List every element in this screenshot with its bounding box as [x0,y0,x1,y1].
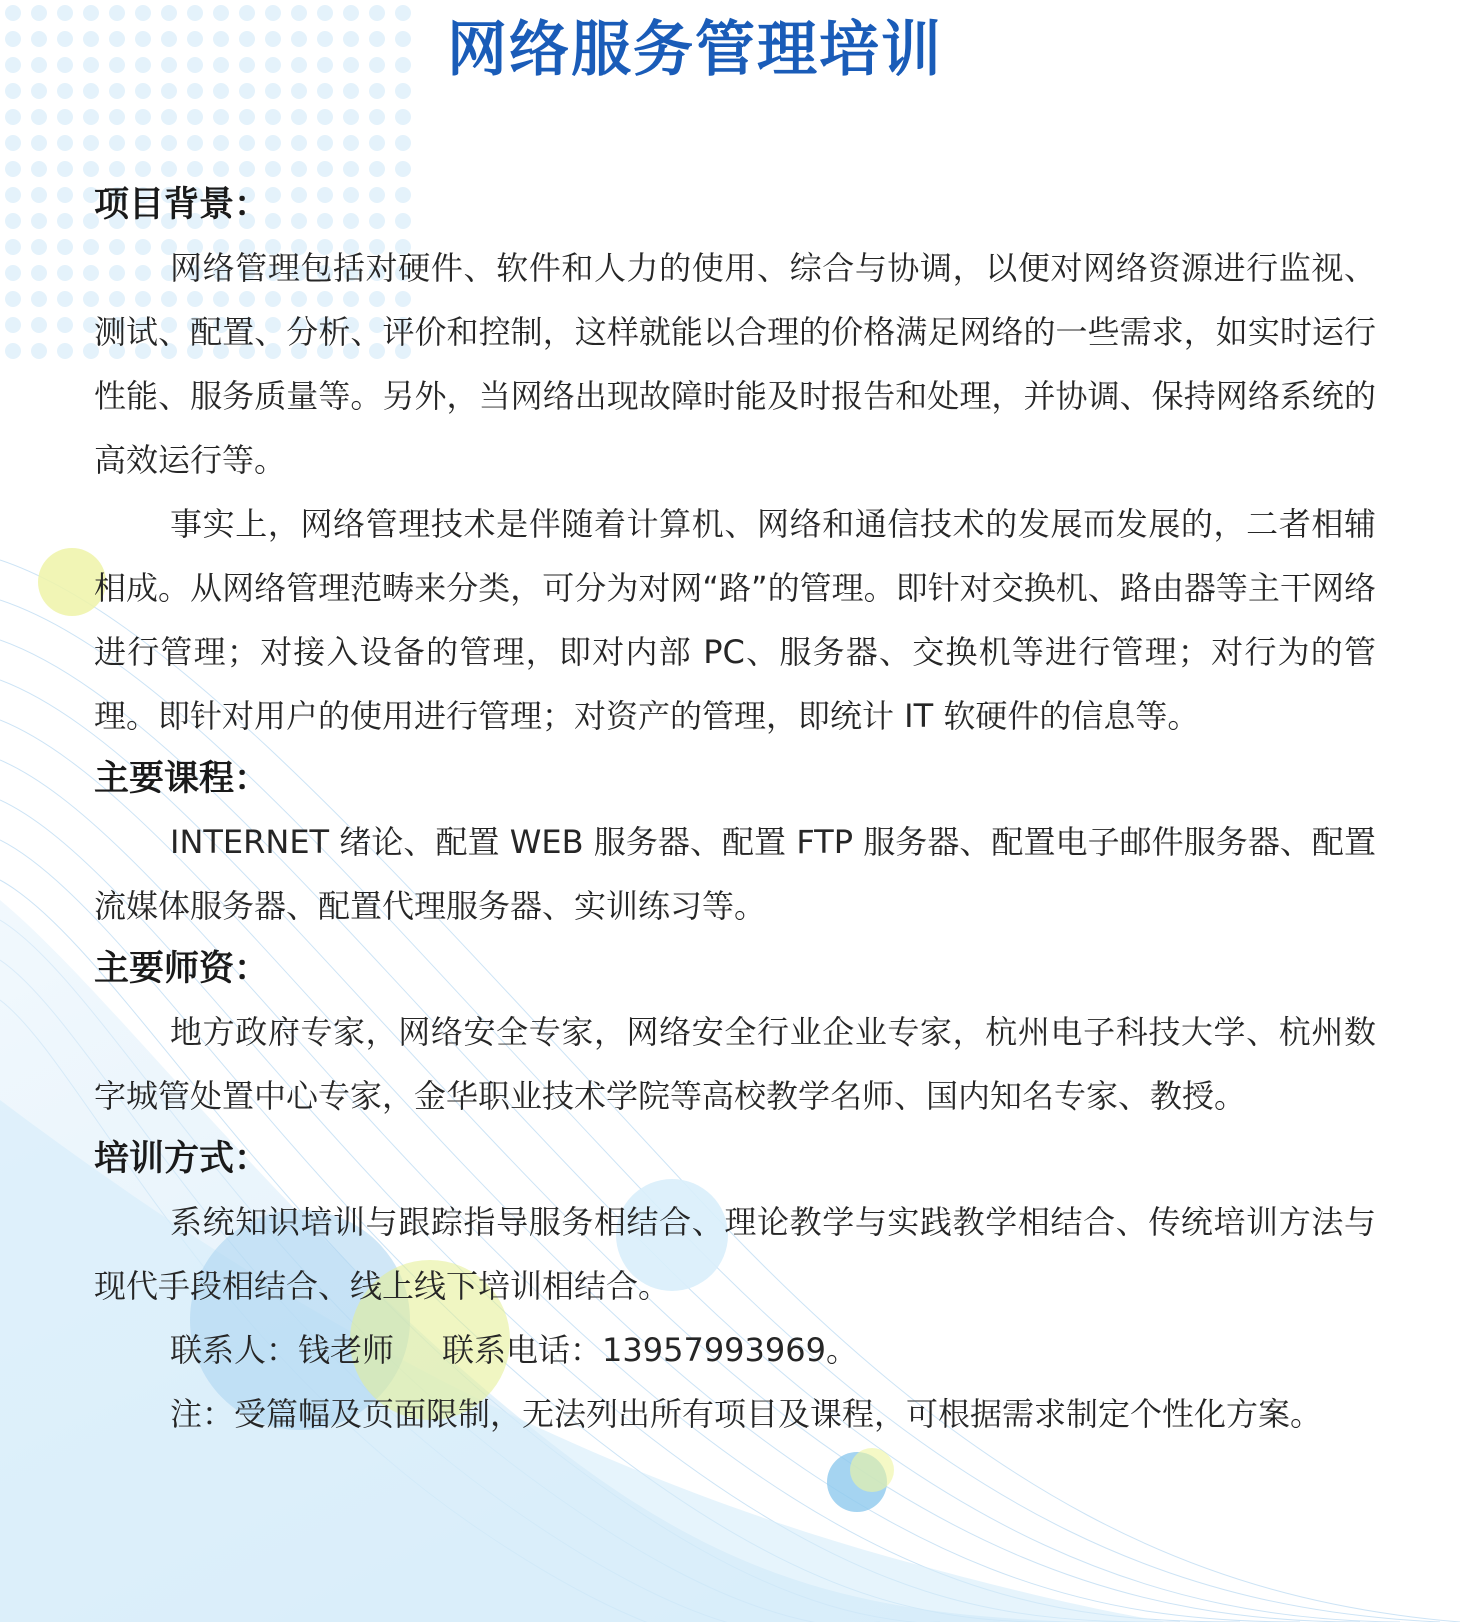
contact-line [94,1318,1376,1382]
section-heading: 培训方式： [94,1139,270,1179]
small-yellow-circle [850,1448,894,1492]
contact-phone: 联系电话：13957993969。 [442,1331,858,1369]
section-heading: 主要课程： [94,759,270,799]
document-content [94,0,1376,1446]
paragraph: 事实上，网络管理技术是伴随着计算机、网络和通信技术的发展而发展的，二者相辅相成。从网络管理范畴来分类，可分为对网“路”的管理。即针对交换机、路由器等主干网络进行管理；对接入设备的管理，即对内部 PC、服务器、交换机等进行管理；对行为的管理。即针对用户的使用进行管理；对资产的管理，即统计 IT 软硬件的信息等。 [94,505,1376,735]
paragraph: 网络管理包括对硬件、软件和人力的使用、综合与协调，以便对网络资源进行监视、测试、配置、分析、评价和控制，这样就能以合理的价格满足网络的一些需求，如实时运行性能、服务质量等。另外，当网络出现故障时能及时报告和处理，并协调、保持网络系统的高效运行等。 [94,249,1376,479]
page-title: 网络服务管理培训 [447,15,943,85]
section-faculty [94,938,1376,1128]
paragraph: 系统知识培训与跟踪指导服务相结合、理论教学与实践教学相结合、传统培训方法与现代手段相结合、线上线下培训相结合。 [94,1203,1376,1305]
section-background [94,174,1376,748]
paragraph: 地方政府专家，网络安全专家，网络安全行业企业专家，杭州电子科技大学、杭州数字城管处置中心专家，金华职业技术学院等高校教学名师、国内知名专家、教授。 [94,1013,1376,1115]
section-heading: 项目背景： [94,185,270,225]
contact-person: 联系人：钱老师 [170,1331,395,1369]
section-courses [94,748,1376,938]
note: 注：受篇幅及页面限制，无法列出所有项目及课程，可根据需求制定个性化方案。 [170,1395,1323,1433]
section-training-method [94,1128,1376,1318]
section-heading: 主要师资： [94,949,270,989]
paragraph: INTERNET 绪论、配置 WEB 服务器、配置 FTP 服务器、配置电子邮件服务器、配置流媒体服务器、配置代理服务器、实训练习等。 [94,823,1376,925]
